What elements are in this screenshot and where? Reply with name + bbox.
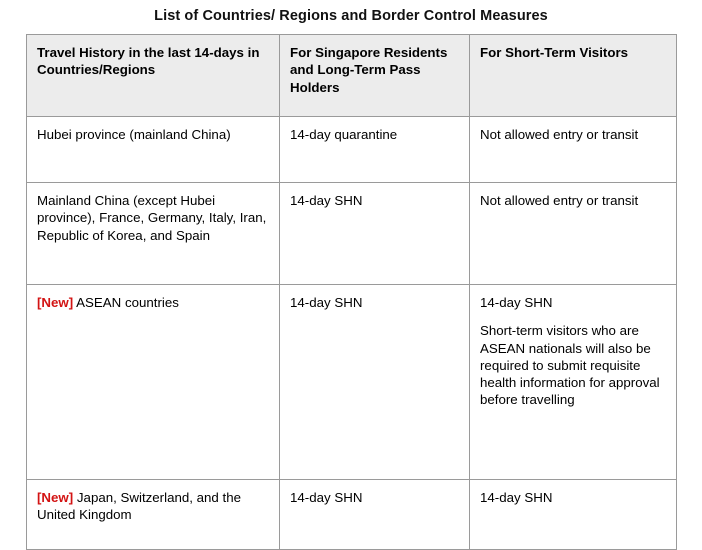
cell-visitors-main: 14-day SHN	[480, 490, 553, 505]
table-row	[27, 117, 677, 183]
cell-residents-measure: 14-day quarantine	[280, 117, 470, 183]
border-control-measures-table	[26, 34, 677, 550]
table-container	[0, 34, 702, 550]
cell-country-text: Hubei province (mainland China)	[37, 127, 231, 142]
cell-country-text: ASEAN countries	[76, 295, 179, 310]
column-header-residents: For Singapore Residents and Long-Term Pass Holders	[280, 35, 470, 117]
cell-visitors-measure	[470, 117, 677, 183]
cell-travel-history	[27, 285, 280, 480]
table-header	[27, 35, 677, 117]
cell-travel-history	[27, 480, 280, 550]
cell-travel-history	[27, 183, 280, 285]
page-title: List of Countries/ Regions and Border Control Measures	[154, 8, 548, 24]
cell-residents-measure: 14-day SHN	[280, 480, 470, 550]
table-header-row	[27, 35, 677, 117]
table-body	[27, 117, 677, 550]
table-row	[27, 285, 677, 480]
cell-country-text: Mainland China (except Hubei province), France, Germany, Italy, Iran, Republic of Korea, and Spain	[37, 193, 267, 243]
column-header-travel-history: Travel History in the last 14-days in Countries/Regions	[27, 35, 280, 117]
table-row	[27, 480, 677, 550]
column-header-visitors: For Short-Term Visitors	[470, 35, 677, 117]
cell-visitors-main: Not allowed entry or transit	[480, 127, 639, 142]
new-badge: [New]	[37, 490, 74, 505]
cell-visitors-measure	[470, 183, 677, 285]
cell-residents-measure: 14-day SHN	[280, 285, 470, 480]
cell-visitors-measure	[470, 285, 677, 480]
cell-travel-history	[27, 117, 280, 183]
cell-residents-measure: 14-day SHN	[280, 183, 470, 285]
cell-visitors-main: 14-day SHN	[480, 295, 553, 310]
cell-visitors-main: Not allowed entry or transit	[480, 193, 639, 208]
cell-country-text: Japan, Switzerland, and the United Kingdom	[37, 490, 242, 523]
cell-visitors-measure	[470, 480, 677, 550]
table-row	[27, 183, 677, 285]
new-badge: [New]	[37, 295, 74, 310]
cell-visitors-note: Short-term visitors who are ASEAN nationals will also be required to submit requisite health information for approval before travelling	[480, 323, 660, 408]
